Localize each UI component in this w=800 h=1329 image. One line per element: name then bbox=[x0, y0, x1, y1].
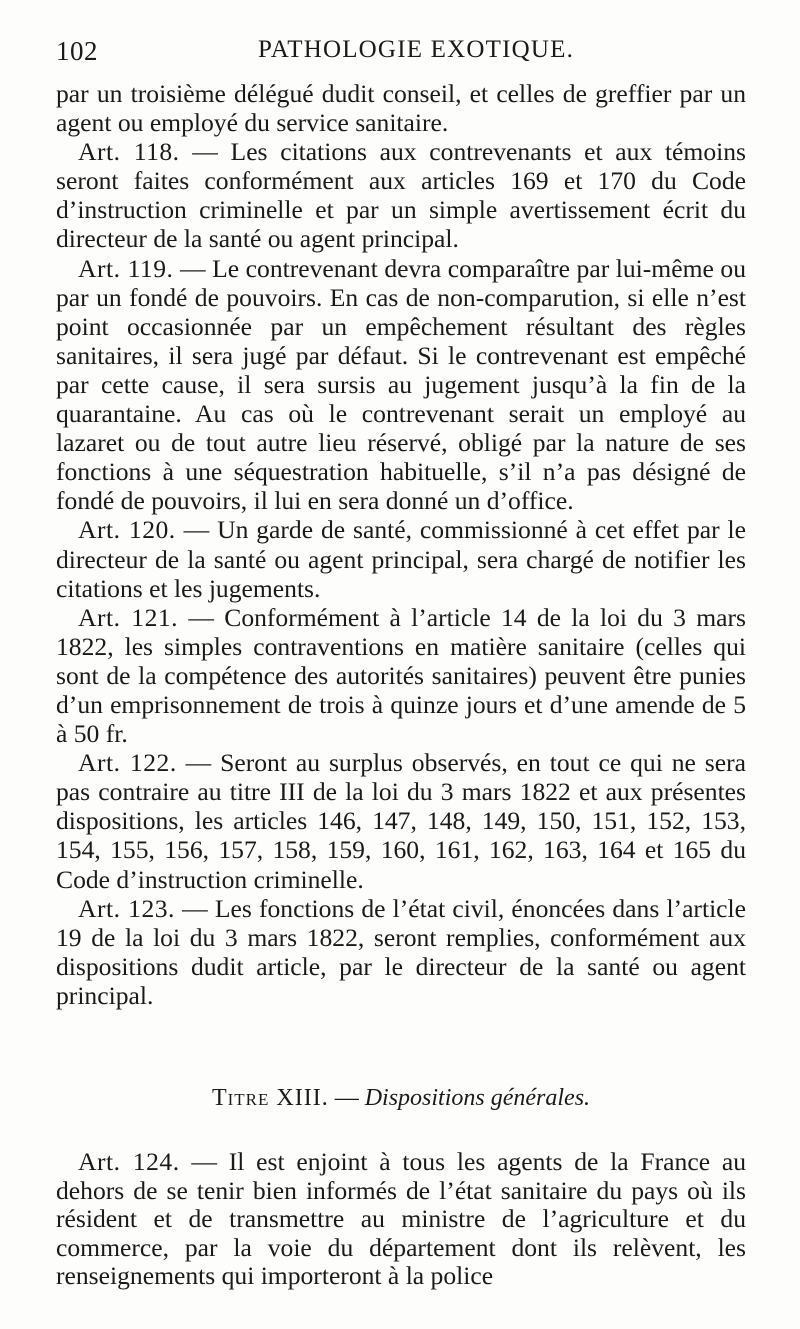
article-text: — Seront au surplus observés, en tout ce qui ne sera pas contraire au titre III de la loi du 3 mars 1822 et aux présentes dispositions, les articles 146, 147, 148, 149, 150, 151, 152, 153, 154, 155, 156, 157, 158, 159, 160, 161, 162, 163, 164 et 165 du Code d’instruction criminelle. bbox=[56, 748, 746, 894]
article-122 bbox=[56, 748, 746, 893]
article-123 bbox=[56, 894, 746, 1010]
article-text: — Conformément à l’article 14 de la loi du 3 mars 1822, les simples contraventions en matière sanitaire (celles qui sont de la compétence des autorités sanitaires) peuvent être punies d’un emprisonnement de trois à quinze jours et d’une amende de 5 à 50 fr. bbox=[56, 602, 747, 749]
article-120 bbox=[56, 515, 746, 602]
article-label: Art. 120. bbox=[78, 515, 176, 545]
article-label: Art. 118. bbox=[78, 137, 180, 167]
article-124 bbox=[56, 1148, 746, 1291]
article-118 bbox=[56, 137, 746, 253]
section-heading bbox=[56, 1083, 746, 1113]
article-text: — Il est enjoint à tous les agents de la France au dehors de se tenir bien informés de l’état sanitaire du pays où ils résident et de transmettre au ministre de l’agriculture et du commerce, par la voie du département dont ils relèvent, les renseignements qui importeront à la police bbox=[56, 1147, 747, 1291]
page-number: 102 bbox=[56, 36, 98, 66]
article-119 bbox=[56, 254, 746, 516]
article-label: Art. 121. bbox=[78, 602, 179, 632]
section-body bbox=[56, 1148, 746, 1291]
article-label: Art. 123. bbox=[78, 893, 175, 923]
running-head bbox=[56, 36, 746, 70]
article-text: — Les fonctions de l’état civil, énoncées dans l’article 19 de la loi du 3 mars 1822, seront remplies, conformément aux dispositions dudit article, par le directeur de la santé ou agent principal. bbox=[56, 893, 747, 1010]
running-title: PATHOLOGIE EXOTIQUE. bbox=[257, 36, 575, 63]
section-dash: — bbox=[328, 1085, 365, 1111]
article-text: — Un garde de santé, commissionné à cet effet par le directeur de la santé ou agent principal, sera chargé de notifier les citations et les jugements. bbox=[56, 515, 746, 603]
section-title-text: Dispositions générales. bbox=[364, 1085, 591, 1111]
article-label: Art. 124. bbox=[78, 1147, 180, 1176]
article-text: — Les citations aux contrevenants et aux témoins seront faites conformément aux articles 169 et 170 du Code d’instruction criminelle et par un simple avertissement écrit du directeur de la santé ou agent principal. bbox=[56, 137, 746, 254]
paragraph-text: par un troisième délégué dudit conseil, et celles de greffier par un agent ou employé du service sanitaire. bbox=[56, 79, 746, 138]
article-label: Art. 119. bbox=[78, 253, 174, 283]
article-text: — Le contrevenant devra comparaître par lui-même ou par un fondé de pouvoirs. En cas de non-comparution, si elle n’est point occasionnée par un empêchement résultant des règles sanitaires, il sera jugé par défaut. Si le contrevenant est empêché par cette cause, il sera sursis au jugement jusqu’à la fin de la quarantaine. Au cas où le contrevenant serait un employé au lazaret ou de tout autre lieu réservé, obligé par la nature de ses fonctions à une séquestration habituelle, s’il n’a pas désigné de fondé de pouvoirs, il lui en sera donné un d’office. bbox=[56, 253, 746, 516]
paragraph-continuation bbox=[56, 79, 746, 137]
body-text bbox=[56, 79, 746, 1010]
section-prefix: Titre XIII. bbox=[211, 1085, 329, 1111]
article-121 bbox=[56, 603, 746, 748]
article-label: Art. 122. bbox=[78, 748, 177, 778]
